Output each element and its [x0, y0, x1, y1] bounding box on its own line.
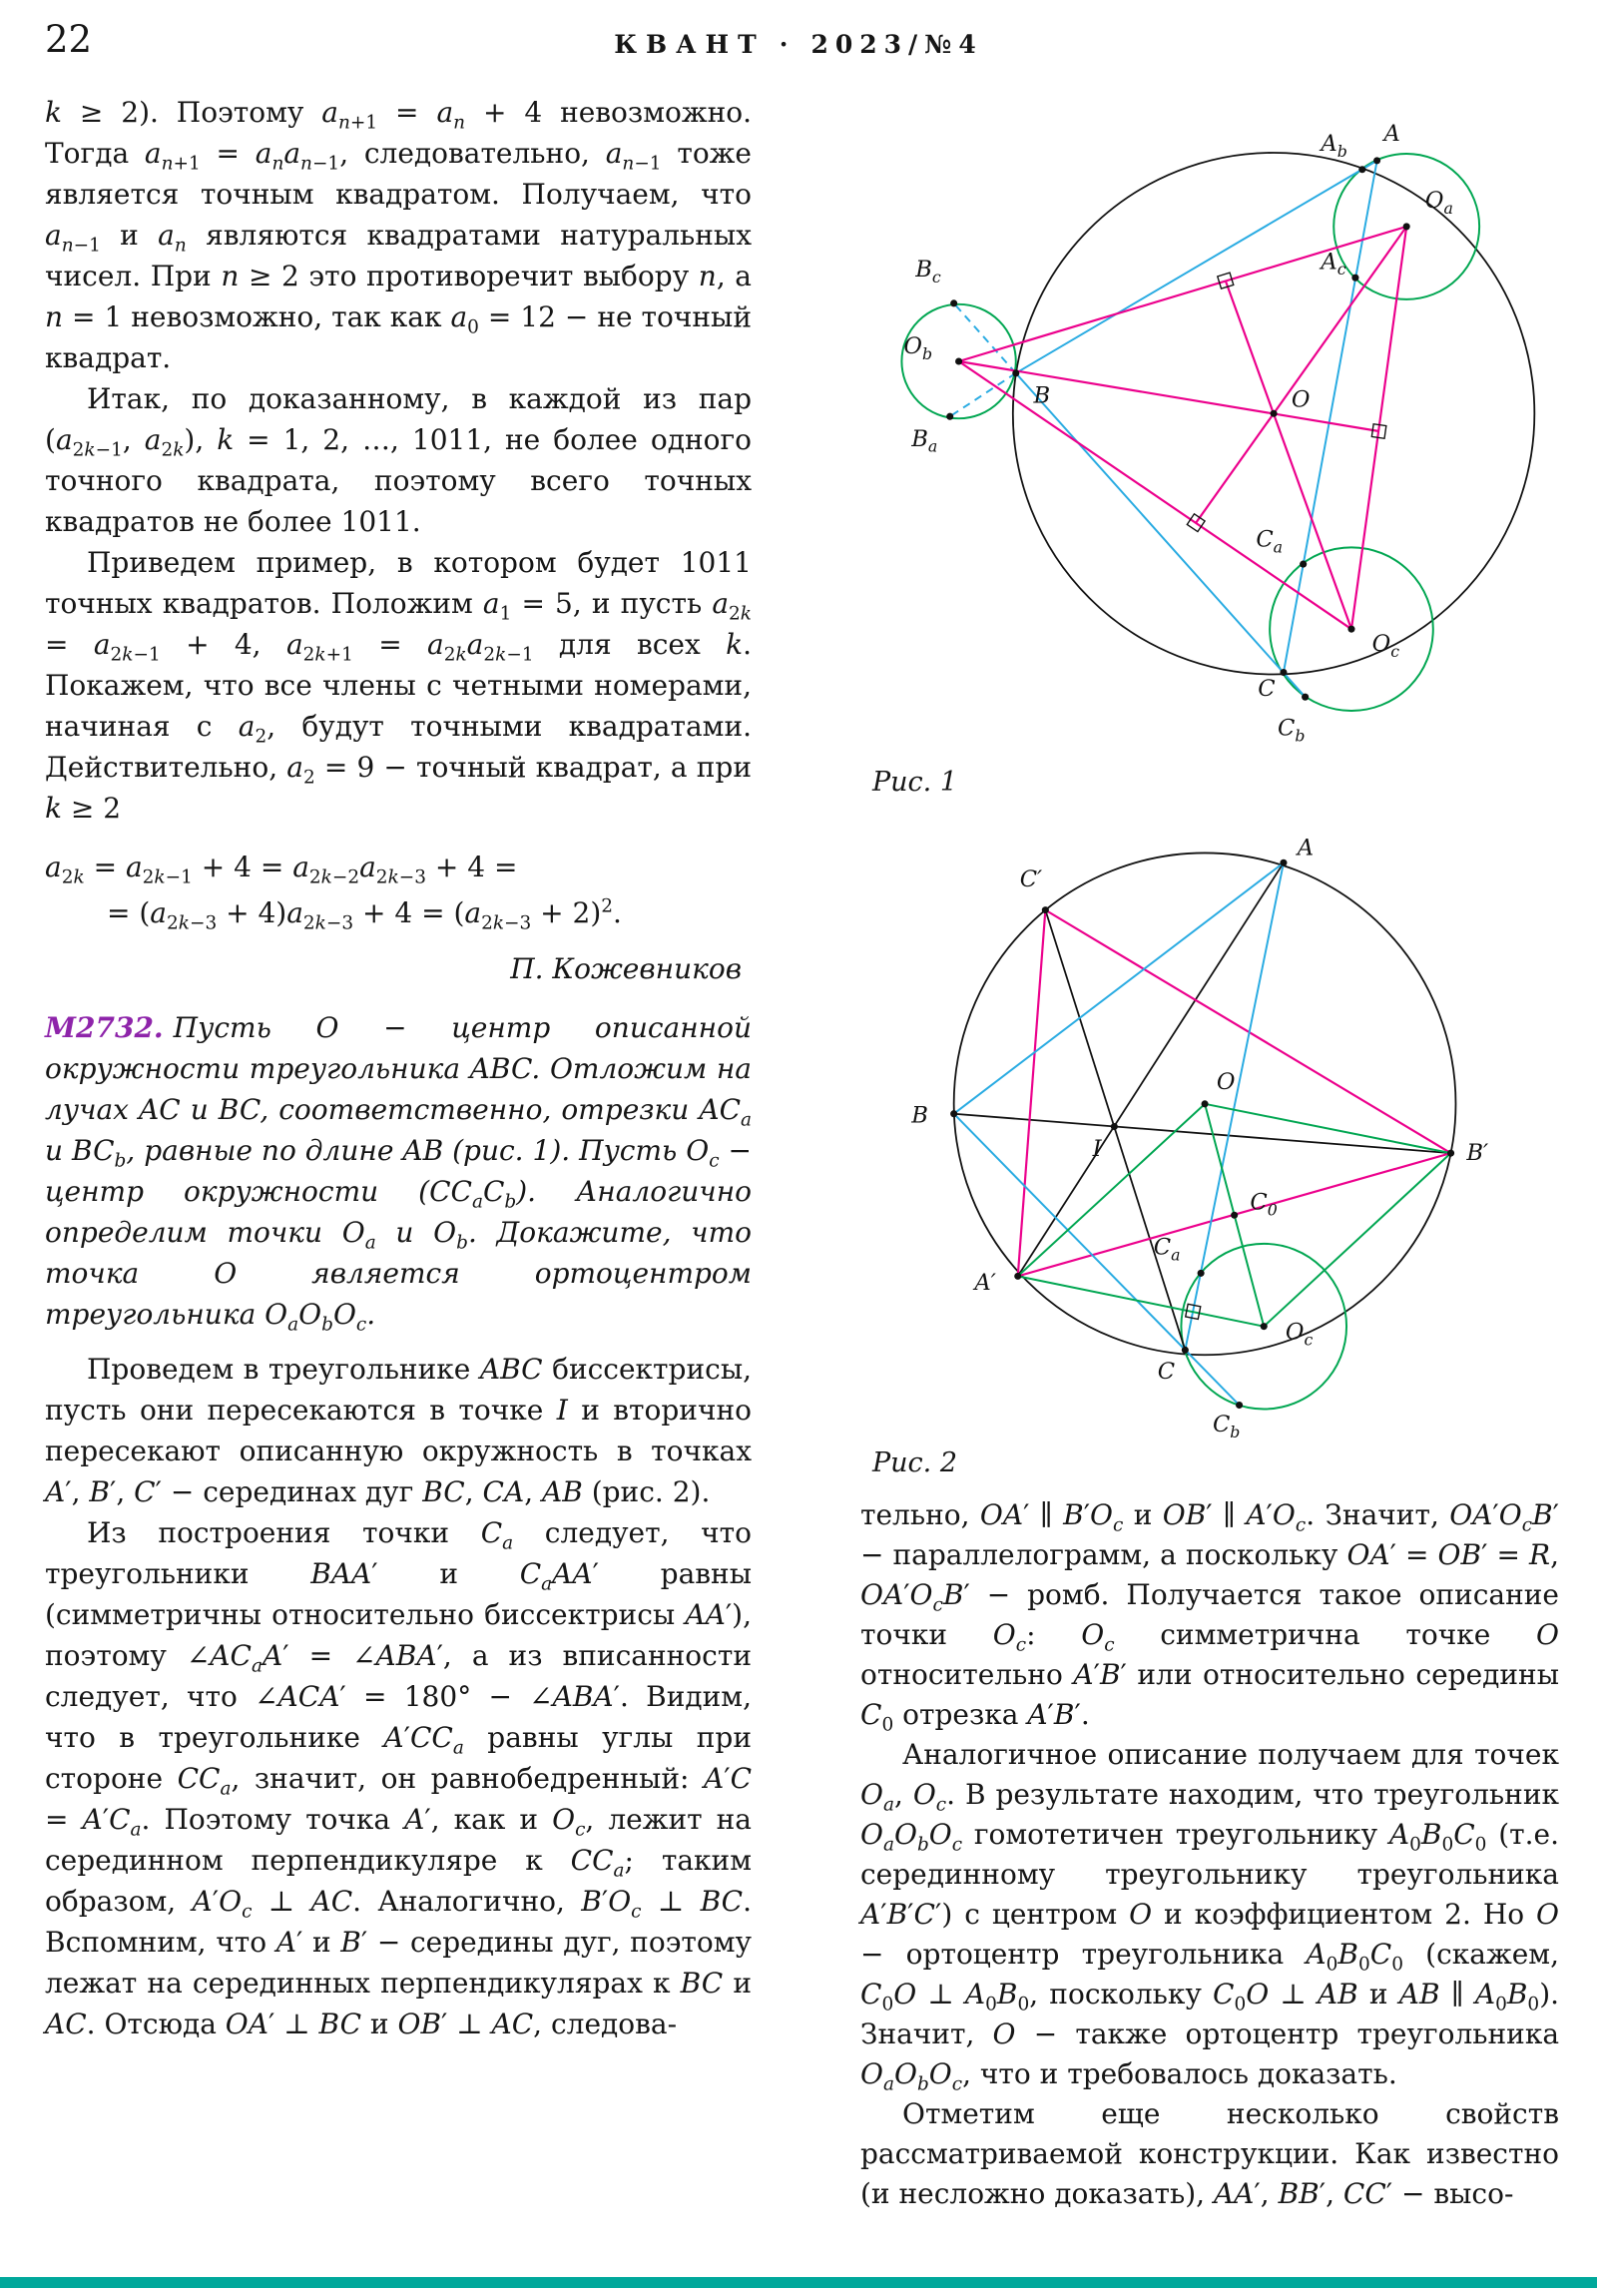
figure-point — [1042, 906, 1049, 913]
figure-point — [1231, 1212, 1238, 1219]
figure-point-label: B′ — [1466, 1140, 1489, 1167]
figure-segment — [1018, 1276, 1264, 1326]
figure-point-label: O — [1291, 386, 1311, 413]
figure-point-label: $B_a$ — [911, 425, 938, 456]
figure-point — [1111, 1123, 1118, 1130]
figure-point-label: A — [1383, 121, 1400, 148]
figure-point-label: $A_c$ — [1321, 249, 1346, 280]
figure-point — [1280, 669, 1287, 676]
figure-point-label: C′ — [1019, 865, 1043, 892]
figure-point — [1182, 1347, 1189, 1354]
figure-point-label: $C_a$ — [1153, 1234, 1181, 1265]
figure-point — [1347, 626, 1354, 633]
figure-point-label: I — [1092, 1136, 1102, 1163]
figure-point — [1012, 369, 1019, 376]
figure-point — [1261, 1323, 1268, 1330]
page-number: 22 — [45, 18, 93, 61]
figure-point — [1447, 1150, 1454, 1157]
figure-1-caption: Рис. 1 — [872, 767, 958, 798]
figure-point-label: $C_a$ — [1256, 526, 1284, 557]
figure-point — [1198, 1270, 1205, 1277]
figure-segment — [1284, 161, 1377, 673]
figure-point-label: $C_b$ — [1212, 1412, 1241, 1442]
header-separator: · — [779, 30, 798, 59]
figure-point-label: $O_b$ — [903, 333, 933, 364]
figure-segment — [1018, 862, 1284, 1276]
figure-point — [1403, 223, 1410, 230]
figure-point — [1271, 410, 1278, 417]
figure-segment — [959, 361, 1379, 431]
problem-text: Пусть O − центр описанной окружности треугольника ABC. Отложим на лучах AC и BC, соответственно, отрезки $AC_a$ и $BC_b$, равные по длине AB (рис. 1). Пусть $O_c$ − центр окружности $(CC_aC_b)$. Аналогично определим точки $O_a$ и $O_b$. Докажите, что точка O является ортоцентром треугольника $O_aO_bO_c$. — [45, 1011, 753, 1336]
journal-name: КВАНТ — [614, 30, 766, 59]
figure-point — [1280, 860, 1287, 866]
figure-2-diagram — [860, 814, 1559, 1443]
figure-point — [1014, 1273, 1021, 1280]
figure-point — [950, 299, 957, 306]
figure-point — [1358, 166, 1365, 173]
figure-segment — [1205, 1104, 1450, 1153]
figure-point-label: C — [1258, 676, 1276, 703]
figure-point — [1300, 561, 1307, 568]
paragraph: Итак, по доказанному, в каждой из пар ($a_{2k-1}$, $a_{2k}$), k = 1, 2, …, 1011, не более одного точного квадрата, поэтому всего точных квадратов не более 1011. — [45, 382, 752, 538]
figure-point-label: $A_b$ — [1321, 131, 1347, 161]
figure-point-label: A′ — [974, 1270, 996, 1297]
right-column-text — [860, 1495, 1559, 2214]
paragraph: Проведем в треугольнике ABC биссектрисы, пусть они пересекаются в точке I и вторично пересекают описанную окружность в точках A′, B′, C′ − серединах дуг BC, CA, AB (рис. 2). — [45, 1353, 753, 1508]
journal-issue: 2023/№4 — [810, 30, 983, 59]
paragraph: Аналогичное описание получаем для точек $O_a$, $O_c$. В результате находим, что треугольник $O_aO_bO_c$ гомотетичен треугольнику $A_0B_0C_0$ (т.е. серединному треугольнику треугольника A′B′C′) с центром O и коэффициентом 2. Но O − ортоцентр треугольника $A_0B_0C_0$ (скажем, $C_0O$ ⊥ $A_0B_0$, поскольку $C_0O$ ⊥ AB и AB ∥ $A_0B_0$). Значит, O − также ортоцентр треугольника $O_aO_bO_c$, что и требовалось доказать. — [860, 1738, 1560, 2095]
figure-point — [1373, 157, 1380, 164]
figure-point-label: $O_c$ — [1371, 630, 1400, 661]
figure-point — [950, 1110, 957, 1117]
figure-point-label: $O_a$ — [1424, 188, 1453, 219]
footer-bar — [0, 2277, 1597, 2288]
paragraph: тельно, OA′ ∥ $B'O_c$ и OB′ ∥ $A'O_c$. Значит, $OA'O_cB'$ − параллелограмм, а поскольку OA′ = OB′ = R, $OA'O_cB'$ − ромб. Получается такое описание точки $O_c$: $O_c$ симметрична точке O относительно A′B′ или относительно середины $C_0$ отрезка A′B′. — [860, 1498, 1560, 1736]
figure-point — [955, 357, 962, 364]
formula-line-1: $a_{2k} = a_{2k-1} + 4 = a_{2k-2}a_{2k-3} + 4$ = — [45, 851, 518, 888]
paragraph: Из построения точки $C_a$ следует, что треугольники BAA′ и $C_aAA'$ равны (симметричны относительно биссектрисы AA′), поэтому $\angle AC_aA'$ = ∠ABA′, а из вписанности следует, что ∠ACA′ = 180° − ∠ABA′. Видим, что в треугольнике $A'CC_a$ равны углы при стороне $CC_a$, значит, он равнобедренный: $A'C = A'C_a$. Поэтому точка A′, как и $O_c$, лежит на серединном перпендикуляре к $CC_a$; таким образом, $A'O_c$ ⊥ AC. Аналогично, $B'O_c$ ⊥ BC. Вспомним, что A′ и B′ − середины дуг, поэтому лежат на серединных перпендикулярах к BC и AC. Отсюда OA′ ⊥ BC и OB′ ⊥ AC, следова- — [45, 1516, 753, 2040]
author-name: П. Кожевников — [510, 952, 742, 985]
figure-point-label: $O_c$ — [1285, 1319, 1314, 1350]
figure-point — [1236, 1402, 1243, 1409]
figure-point-label: O — [1216, 1069, 1236, 1096]
problem-number: М2732. — [45, 1011, 164, 1044]
figure-point-label: $C_b$ — [1278, 715, 1306, 746]
paragraph: Приведем пример, в котором будет 1011 точных квадратов. Положим $a_1 = 5$, и пусть $a_{2k} = a_{2k-1} + 4$, $a_{2k+1} = a_{2k}a_{2k-1}$ для всех k. Покажем, что все члены с четными номерами, начиная с $a_2$, будут точными квадратами. Действительно, $a_2 = 9$ − точный квадрат, а при k ≥ 2 — [45, 546, 753, 825]
figure-segment — [1018, 910, 1046, 1277]
figure-segment — [1045, 910, 1450, 1154]
journal-header — [0, 30, 1597, 59]
figure-segment — [1196, 227, 1406, 523]
paragraph: k ≥ 2). Поэтому $a_{n+1} = a_n + 4$ невозможно. Тогда $a_{n+1} = a_na_{n-1}$, следовательно, $a_{n-1}$ тоже является точным квадратом. Получаем, что $a_{n-1}$ и $a_n$ являются квадратами натуральных чисел. При n ≥ 2 это противоречит выбору n, а n = 1 невозможно, так как $a_0 = 12$ − не точный квадрат. — [45, 96, 753, 374]
problem-statement — [45, 1007, 752, 1335]
figure-segment — [1185, 862, 1284, 1350]
figure-1-diagram — [860, 82, 1559, 761]
left-column — [45, 92, 752, 2044]
figure-point — [1202, 1100, 1209, 1107]
display-formula — [45, 845, 752, 936]
figure-point — [1351, 275, 1358, 282]
figure-point-label: A — [1297, 835, 1315, 861]
figure-point-label: $C_0$ — [1250, 1189, 1278, 1220]
figure-segment — [959, 227, 1407, 361]
figure-point-label: $B_c$ — [915, 257, 941, 287]
figure-point-label: B — [911, 1102, 928, 1129]
figure-point-label: C — [1157, 1358, 1176, 1385]
figure-2-caption: Рис. 2 — [872, 1447, 958, 1478]
figure-point — [946, 413, 953, 420]
figure-point — [1302, 694, 1309, 701]
figure-point-label: B — [1033, 382, 1051, 409]
formula-line-2: = $(a_{2k-3} + 4)a_{2k-3} + 4 = (a_{2k-3} + 2)^2$. — [107, 895, 622, 934]
paragraph: Отметим еще несколько свойств рассматриваемой конструкции. Как известно (и несложно доказать), AA′, BB′, CC′ − высо- — [860, 2097, 1559, 2210]
